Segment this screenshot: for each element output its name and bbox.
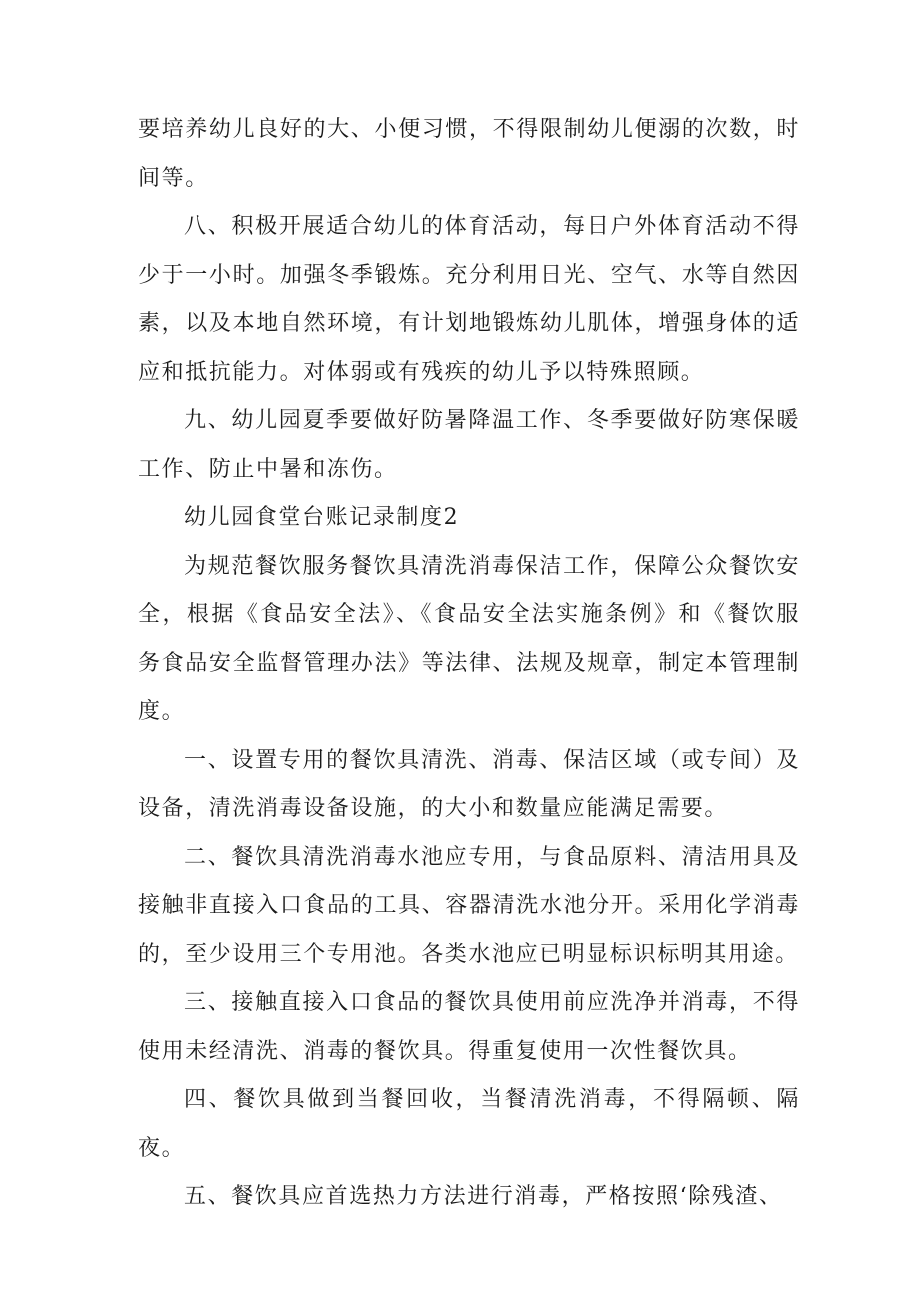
section-heading: 幼儿园食堂台账记录制度2 bbox=[184, 505, 460, 530]
paragraph-continued: 要培养幼儿良好的大、小便习惯，不得限制幼儿便溺的次数，时间等。 bbox=[138, 117, 800, 191]
paragraph-intro: 为规范餐饮服务餐饮具清洗消毒保洁工作，保障公众餐饮安全，根据《食品安全法》、《食品安全法实施条例》和《餐饮服务食品安全监督管理办法》等法律、法规及规章，制定本管理制度。 bbox=[138, 553, 800, 724]
paragraph-item-five: 五、餐饮具应首选热力方法进行消毒，严格按照‘除残渣、 bbox=[184, 1184, 783, 1209]
paragraph-item-four: 四、餐饮具做到当餐回收，当餐清洗消毒，不得隔顿、隔夜。 bbox=[138, 1087, 800, 1161]
paragraph-item-two: 二、餐饮具清洗消毒水池应专用，与食品原料、清洁用具及接触非直接入口食品的工具、容器清洗水池分开。采用化学消毒的，至少设用三个专用池。各类水池应已明显标识标明其用途。 bbox=[138, 844, 800, 967]
paragraph-item-nine: 九、幼儿园夏季要做好防暑降温工作、冬季要做好防寒保暖工作、防止中暑和冻伤。 bbox=[138, 408, 800, 482]
paragraph-item-eight: 八、积极开展适合幼儿的体育活动，每日户外体育活动不得少于一小时。加强冬季锻炼。充分利用日光、空气、水等自然因素，以及本地自然环境，有计划地锻炼幼儿肌体，增强身体的适应和抵抗能力。对体弱或有残疾的幼儿予以特殊照顾。 bbox=[138, 214, 800, 385]
document-body bbox=[138, 106, 800, 1222]
paragraph-item-three: 三、接触直接入口食品的餐饮具使用前应洗净并消毒，不得使用未经清洗、消毒的餐饮具。得重复使用一次性餐饮具。 bbox=[138, 990, 800, 1064]
paragraph-item-one: 一、设置专用的餐饮具清洗、消毒、保洁区域（或专间）及设备，清洗消毒设备设施，的大小和数量应能满足需要。 bbox=[138, 747, 800, 821]
